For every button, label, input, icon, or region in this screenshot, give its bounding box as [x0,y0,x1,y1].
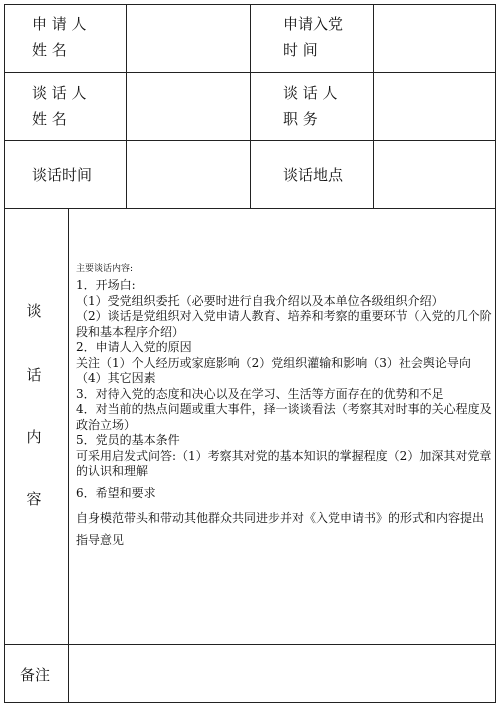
content-line-10: 6．希望和要求 [76,485,156,500]
talk-place-label: 谈话地点 [283,166,344,184]
interviewer-name-label: 谈 话 人 姓 名 [32,84,87,128]
table-border-left [4,4,5,703]
col-divider-1 [126,4,127,209]
content-line-8: 5．党员的基本条件 [76,433,180,447]
content-line-6: 3．对待入党的态度和决心以及在学习、生活等方面存在的优势和不足 [76,386,444,401]
content-heading: 主要谈话内容: [76,264,134,274]
row-divider-4 [4,644,496,645]
table-border-bottom [4,702,496,703]
interviewer-position-label: 谈 话 人 职 务 [283,84,338,128]
talk-place-field[interactable] [375,142,493,206]
applicant-name-label: 申 请 人 姓 名 [32,15,87,59]
table-border-right [495,4,496,703]
remarks-label: 备注 [20,666,51,684]
talk-content-label: 谈 话 内 容 [26,302,42,508]
interviewer-name-field[interactable] [128,74,248,138]
col-divider-3 [373,4,374,209]
talk-content-body[interactable] [76,262,494,551]
talk-time-label: 谈话时间 [32,166,93,184]
interviewer-position-field[interactable] [375,74,493,138]
content-line-4: 2．申请人入党的原因 [76,340,192,354]
content-line-3: （2）谈话是党组织对入党申请人教育、培养和考察的重要环节（入党的几个阶段和基本程序介绍） [76,309,492,339]
remarks-field[interactable] [70,646,493,700]
content-line-2: （1）受党组织委托（必要时进行自我介绍以及本单位各级组织介绍） [76,293,444,308]
content-line-7: 4．对当前的热点问题或重大事件，择一谈谈看法（考察其对时事的关心程度及政治立场） [76,402,492,432]
content-line-1: 1．开场白: [76,278,136,292]
label-col-divider [68,208,69,703]
application-time-field[interactable] [375,6,493,70]
application-time-label: 申请入党 时 间 [283,15,344,59]
content-line-5: 关注（1）个人经历或家庭影响（2）党组织灌输和影响（3）社会舆论导向（4）其它因素 [76,355,471,385]
col-divider-2 [250,4,251,209]
applicant-name-field[interactable] [128,6,248,70]
content-line-11: 自身模范带头和带动其他群众共同进步并对《入党申请书》的形式和内容提出指导意见 [76,511,485,547]
content-line-9: 可采用启发式问答:（1）考察其对党的基本知识的掌握程度（2）加深其对党章的认识和理解 [76,448,492,478]
talk-time-field[interactable] [128,142,248,206]
